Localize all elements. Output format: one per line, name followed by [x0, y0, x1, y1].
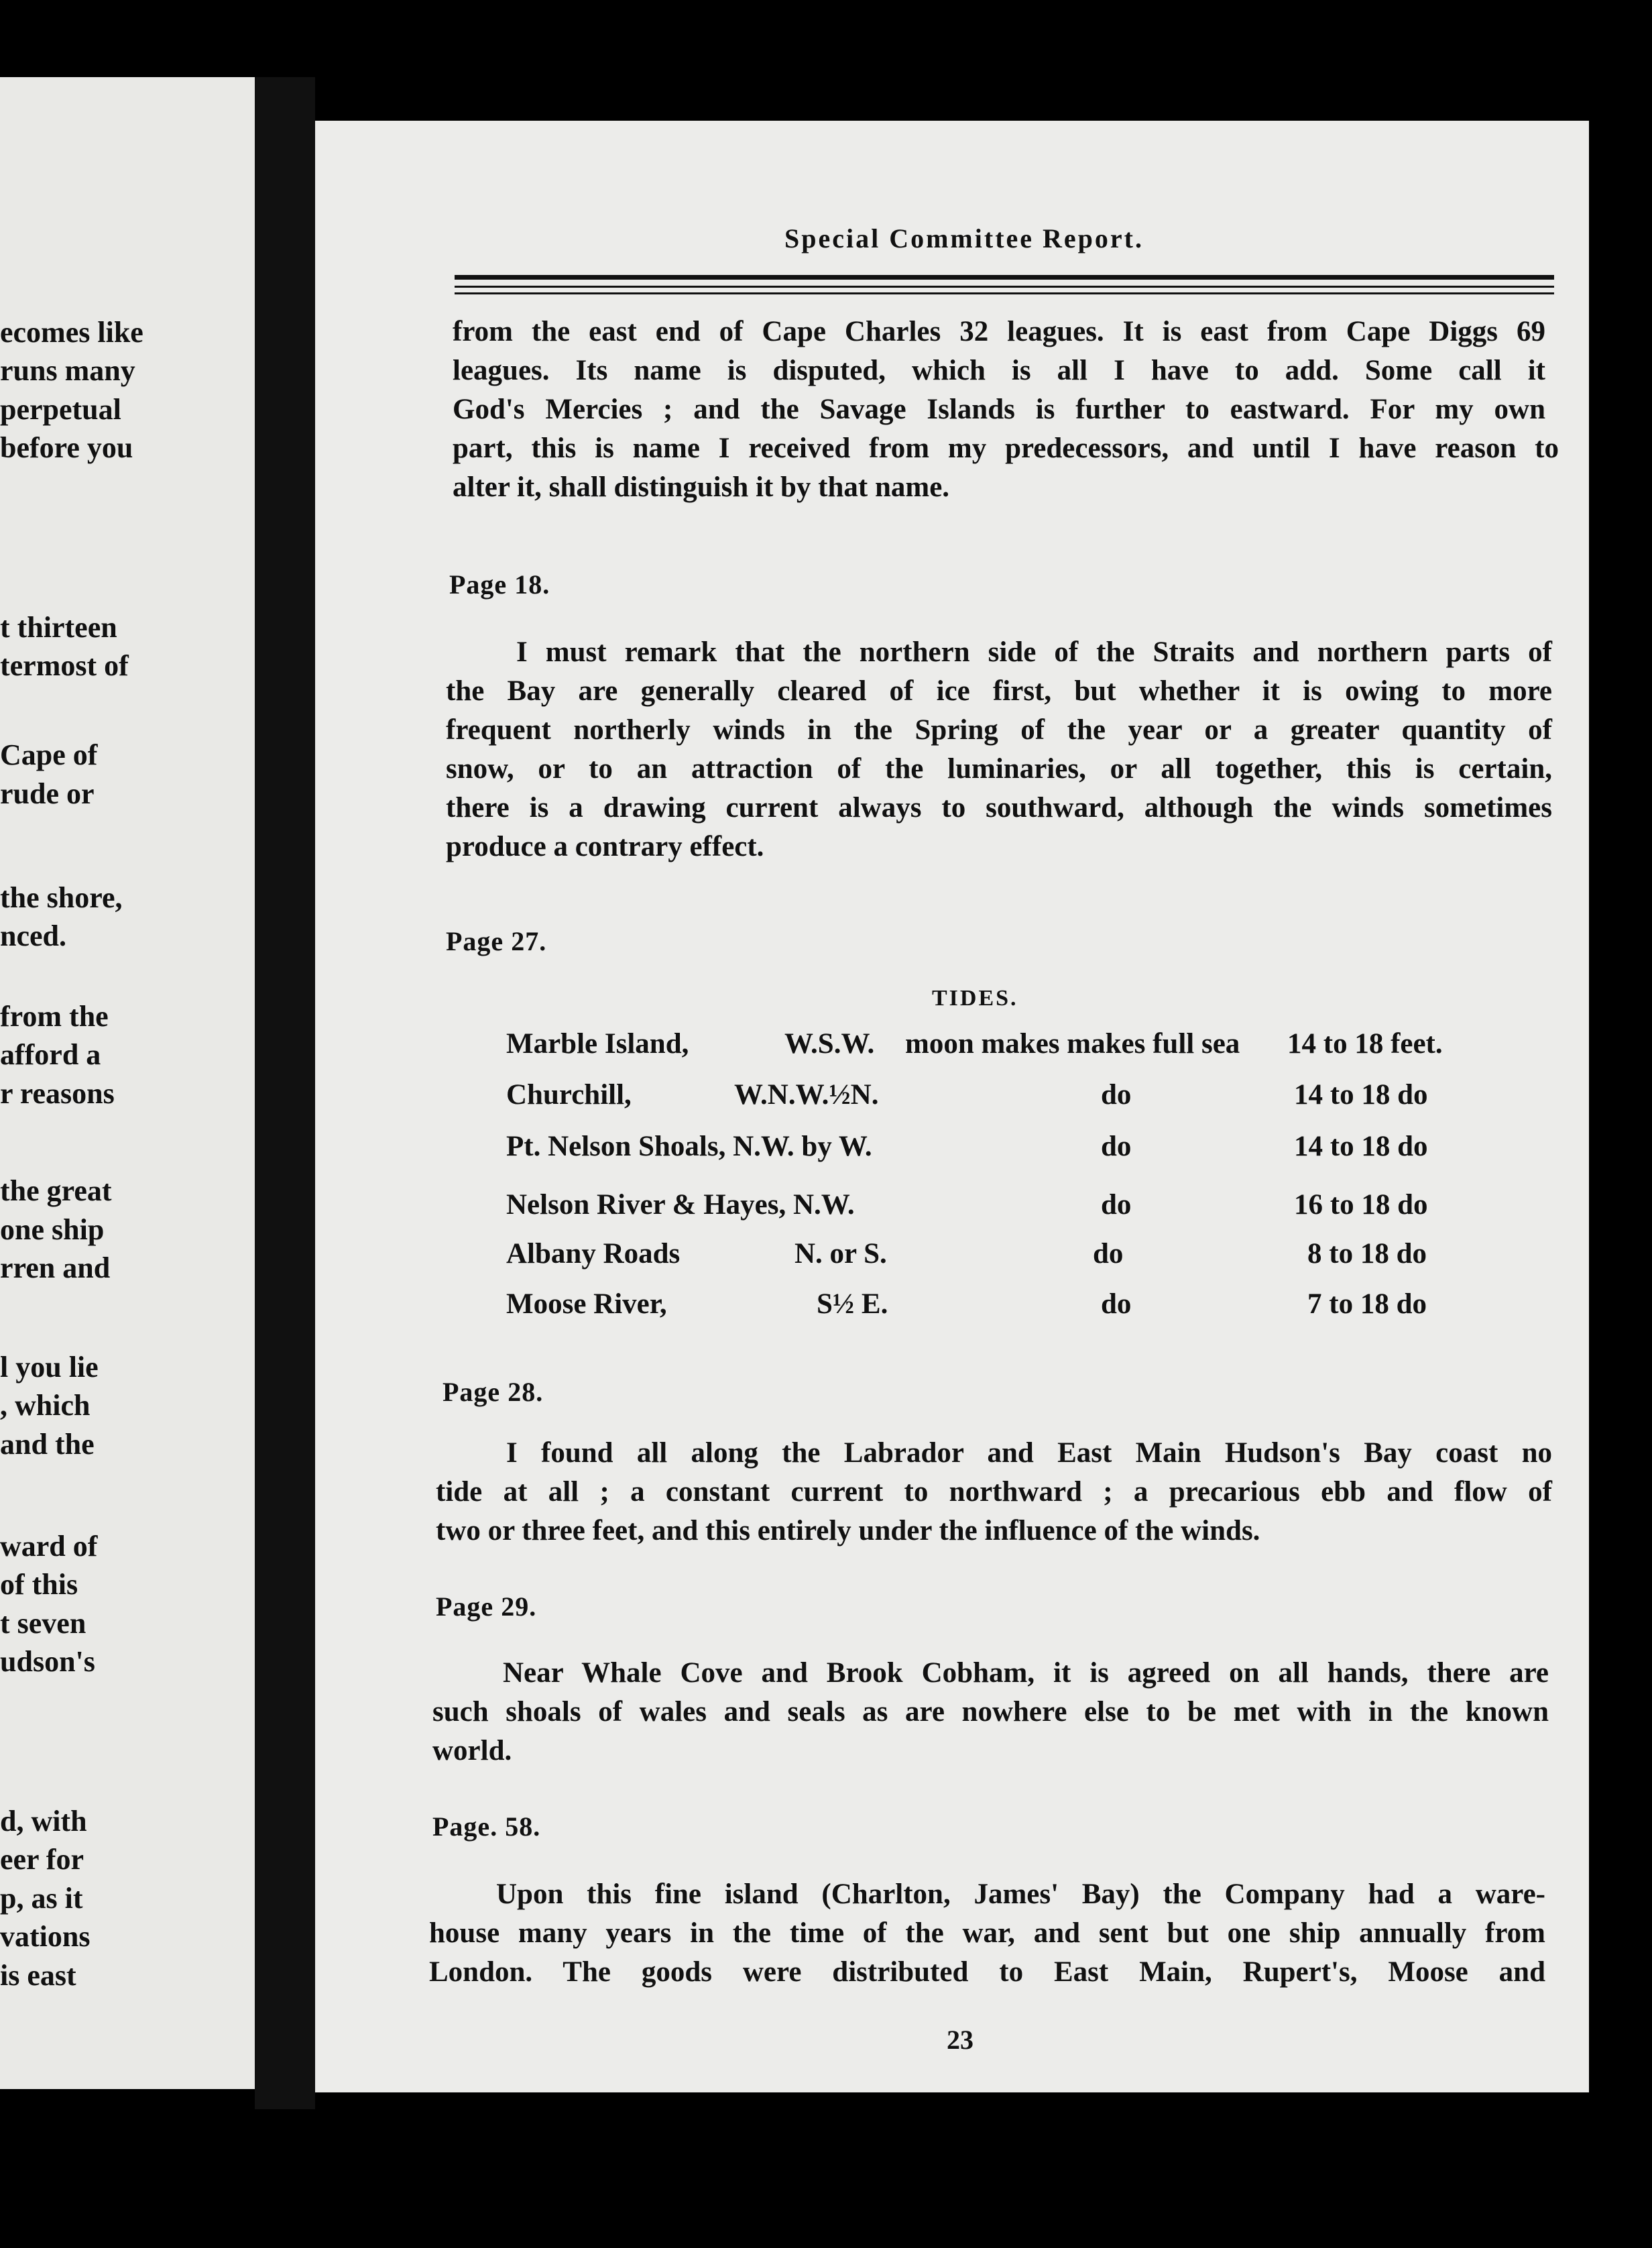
left-line: and the — [0, 1428, 95, 1461]
left-line: t thirteen — [0, 611, 117, 644]
left-line: rude or — [0, 777, 95, 810]
left-line: before you — [0, 431, 133, 464]
tides-title: TIDES. — [932, 986, 1018, 1011]
text-line: part, this is name I received from my predecessors, and until I have reason to — [453, 433, 1559, 464]
book-gutter — [255, 77, 315, 2109]
text-line: God's Mercies ; and the Savage Islands is further to eastward. For my own — [453, 394, 1545, 425]
text-line: I must remark that the northern side of the Straits and northern parts of — [516, 636, 1552, 668]
left-line: rren and — [0, 1251, 111, 1284]
section-heading: Page 28. — [442, 1377, 544, 1407]
left-line: from the — [0, 1000, 109, 1033]
tide-range: 8 to 18 do — [1307, 1238, 1427, 1270]
text-line: alter it, shall distinguish it by that name. — [453, 471, 950, 503]
running-head: Special Committee Report. — [784, 223, 1144, 254]
left-line: vations — [0, 1920, 91, 1953]
text-line: tide at all ; a constant current to northward ; a precarious ebb and flow of — [436, 1476, 1552, 1508]
section-heading: Page 27. — [446, 926, 547, 956]
tide-place: Nelson River & Hayes, N.W. — [506, 1189, 855, 1221]
left-line: d, with — [0, 1805, 87, 1838]
left-line: the great — [0, 1174, 112, 1207]
text-line: frequent northerly winds in the Spring of the year or a greater quantity of — [446, 714, 1552, 746]
tide-direction: N. or S. — [794, 1238, 887, 1270]
tide-note: do — [1093, 1238, 1124, 1270]
left-line: is east — [0, 1959, 76, 1992]
tide-range: 14 to 18 do — [1294, 1079, 1428, 1111]
tide-range: 7 to 18 do — [1307, 1288, 1427, 1320]
text-line: from the east end of Cape Charles 32 leagues. It is east from Cape Diggs 69 — [453, 316, 1545, 347]
left-page-fragment — [0, 77, 282, 2089]
tide-place: Pt. Nelson Shoals, N.W. by W. — [506, 1131, 872, 1162]
document-page — [315, 121, 1589, 2092]
left-line: ward of — [0, 1530, 98, 1563]
section-heading: Page 29. — [436, 1591, 537, 1622]
tide-direction: W.N.W.½N. — [734, 1079, 879, 1111]
left-line: t seven — [0, 1607, 86, 1640]
tide-place: Moose River, — [506, 1288, 667, 1320]
section-heading: Page. 58. — [432, 1811, 541, 1842]
left-line: udson's — [0, 1645, 95, 1678]
header-rule — [455, 292, 1554, 294]
tide-note: moon makes makes full sea — [905, 1028, 1240, 1060]
text-line: world. — [432, 1735, 512, 1766]
left-line: perpetual — [0, 393, 121, 426]
tide-place: Churchill, — [506, 1079, 632, 1111]
text-line: such shoals of wales and seals as are nowhere else to be met with in the known — [432, 1696, 1549, 1728]
text-line: the Bay are generally cleared of ice first, but whether it is owing to more — [446, 675, 1552, 707]
left-line: Cape of — [0, 738, 98, 771]
left-line: , which — [0, 1389, 91, 1422]
text-line: Upon this fine island (Charlton, James' Bay) the Company had a ware- — [496, 1878, 1545, 1910]
left-line: nced. — [0, 919, 66, 952]
text-line: Near Whale Cove and Brook Cobham, it is agreed on all hands, there are — [503, 1657, 1549, 1689]
left-line: one ship — [0, 1213, 105, 1246]
text-line: I found all along the Labrador and East Main Hudson's Bay coast no — [506, 1437, 1552, 1469]
text-line: snow, or to an attraction of the luminaries, or all together, this is certain, — [446, 753, 1552, 785]
left-line: runs many — [0, 354, 135, 387]
header-rule — [455, 275, 1554, 280]
tide-note: do — [1101, 1189, 1132, 1221]
text-line: two or three feet, and this entirely under the influence of the winds. — [436, 1515, 1260, 1547]
tide-range: 14 to 18 do — [1294, 1131, 1428, 1162]
text-line: leagues. Its name is disputed, which is all I have to add. Some call it — [453, 355, 1545, 386]
tide-note: do — [1101, 1131, 1132, 1162]
left-line: ecomes like — [0, 316, 143, 349]
tide-place: Albany Roads — [506, 1238, 681, 1270]
tide-direction: W.S.W. — [784, 1028, 875, 1060]
tide-range: 14 to 18 feet. — [1287, 1028, 1443, 1060]
text-line: produce a contrary effect. — [446, 831, 764, 862]
header-rule — [455, 286, 1554, 288]
tide-direction: S½ E. — [817, 1288, 888, 1320]
left-line: termost of — [0, 649, 129, 682]
text-line: there is a drawing current always to southward, although the winds sometimes — [446, 792, 1552, 824]
tide-note: do — [1101, 1288, 1132, 1320]
tide-place: Marble Island, — [506, 1028, 689, 1060]
left-line: p, as it — [0, 1882, 83, 1915]
left-line: l you lie — [0, 1351, 99, 1384]
tide-range: 16 to 18 do — [1294, 1189, 1428, 1221]
left-line: eer for — [0, 1843, 84, 1876]
left-line: the shore, — [0, 881, 123, 914]
page-number: 23 — [947, 2025, 973, 2055]
left-line: of this — [0, 1568, 78, 1601]
section-heading: Page 18. — [449, 569, 550, 600]
left-line: r reasons — [0, 1077, 115, 1110]
tide-note: do — [1101, 1079, 1132, 1111]
text-line: London. The goods were distributed to East Main, Rupert's, Moose and — [429, 1956, 1545, 1988]
text-line: house many years in the time of the war, and sent but one ship annually from — [429, 1917, 1545, 1949]
left-line: afford a — [0, 1038, 101, 1071]
